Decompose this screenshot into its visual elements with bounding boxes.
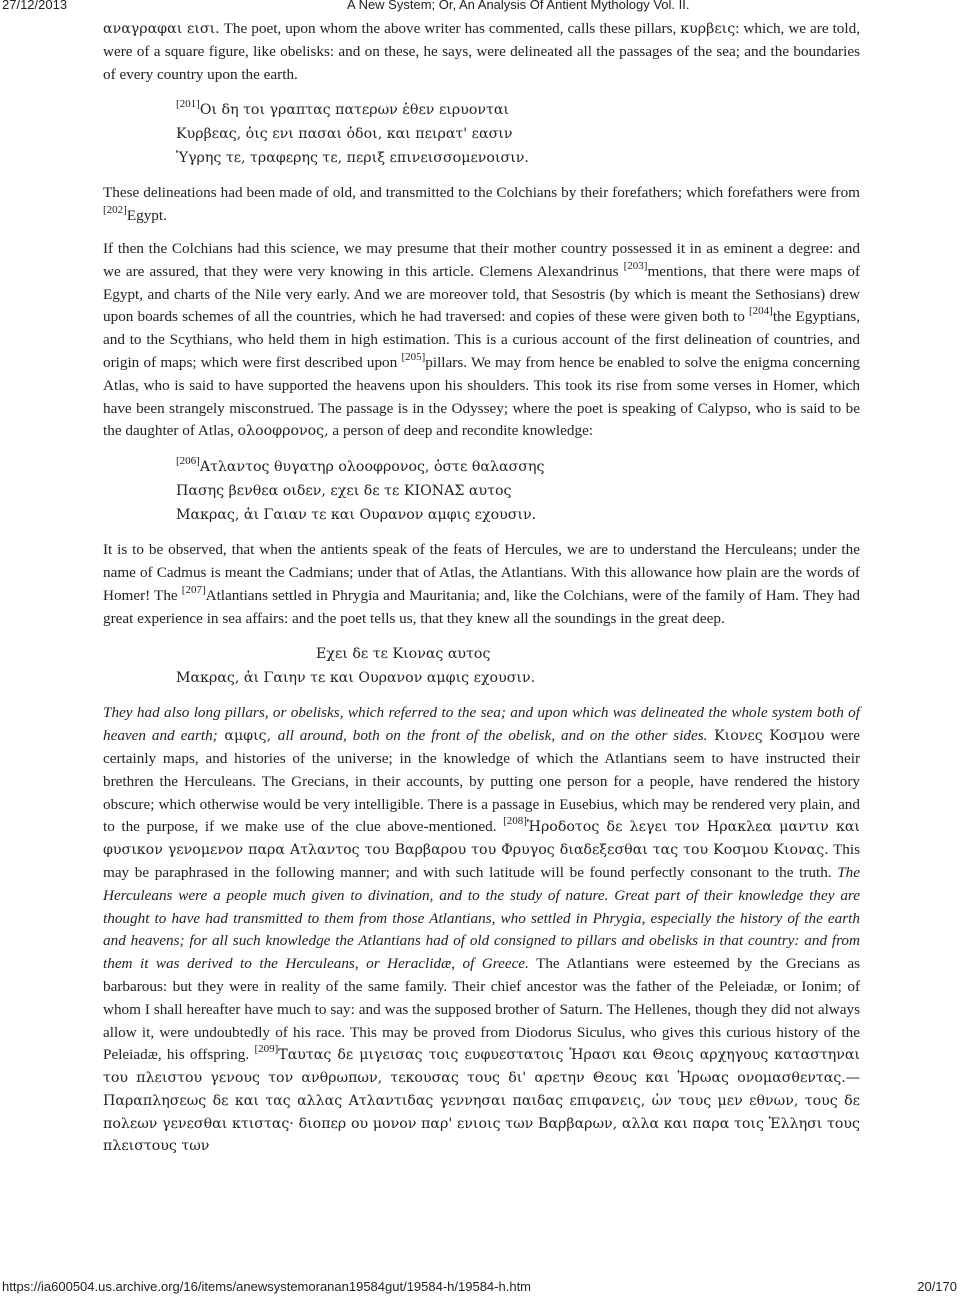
footnote-link-208[interactable]: [208] (503, 815, 527, 828)
footnote-link-203[interactable]: [203] (623, 259, 648, 272)
paragraph-1: αναγραφαι εισι. The poet, upon whom the above writer has commented, calls these pillars, κυρβεις: which, we are told, were of a square figure, like obelisks: and on these, he says, were delineated all the passages of the sea; and the boundaries of every country upon the earth. (103, 20, 860, 83)
paragraph-2: These delineations had been made of old, and transmitted to the Colchians by their forefathers; which forefathers were from [202]Egypt. (103, 184, 860, 225)
page-number: 20/170 (917, 1279, 957, 1294)
footnote-link-205[interactable]: [205] (401, 350, 426, 363)
print-header (0, 0, 960, 15)
greek-text: αμφις, (217, 728, 278, 745)
greek-text: Ἡροδοτος δε λεγει τον Ηρακλεα μαντιν και φυσικον γενομενον παρα Ατλαντος του Βαρβαρου του Φρυγος διαδεξεσθαι τας του Κοσμου Κιονας. (103, 819, 860, 859)
greek-text: αναγραφαι εισι. (103, 21, 220, 37)
greek-text: ολοοφρονος, (237, 423, 329, 440)
print-date: 27/12/2013 (2, 0, 68, 12)
page-content (103, 18, 860, 1168)
document-title: A New System; Or, An Analysis Of Antient Mythology Vol. II. (347, 0, 690, 12)
print-footer (0, 1279, 960, 1297)
paragraph-3: If then the Colchians had this science, we may presume that their mother country possessed it in as eminent a degree: and we are assured, that they were very knowing in this article. Clemens Alexandrinus [203]mentions, that there were maps of Egypt, and charts of the Nile very early. And we are moreover told, that Sesostris (by which is meant the Sethosians) drew upon boards schemes of all the countries, which he had traversed: and copies of these were given both to [204]the Egyptians, and to the Scythians, who held them in high estimation. This is a curious account of the first delineation of countries, and origin of maps; which were first described upon [205]pillars. We may from hence be enabled to solve the enigma concerning Atlas, who is said to have supported the heavens upon his shoulders. This took its rise from some verses in Homer, which have been strangely misconstrued. The passage is in the Odyssey; where the poet is speaking of Calypso, who is said to be the daughter of Atlas, ολοοφρονος, a person of deep and recondite knowledge: (103, 239, 861, 440)
greek-verse-3: Εχει δε τε Κιονας αυτος Μακρας, ἁι Γαιην τε και Ουρανον αμφις εχουσιν. (176, 646, 536, 687)
greek-verse-2: [206]Ατλαντος θυγατηρ ολοοφρονος, ὁστε θαλασσης Πασης βενθεα οιδεν, εχει δε τε ΚΙΟΝΑΣ αυτος Μακρας, ἁι Γαιαν τε και Ουρανον αμφις εχουσιν. (176, 455, 545, 524)
footnote-link-204[interactable]: [204] (748, 305, 773, 318)
footnote-link-202[interactable]: [202] (103, 204, 127, 217)
greek-text: Ταυτας δε μιγεισας τοις ευφυεστατοις Ἡρασι και Θεοις αρχηγους καταστηναι του πλειστου γενους τον ανθρωπων, τεκουσας τους δι' αρετην Θεους και Ἡρωας ονομασθεντας.—Παραπλησεως δε και τας αλλας Ατλαντιδας γεννησαι παιδας επιφανεις, ὡν τους μεν εθνων, τους δε πολεων γενεσθαι κτιστας· διοπερ ου μονον παρ' ενιοις των Βαρβαρων, αλλα και παρα τοις Ἑλλησι τους πλειστους των (103, 1047, 860, 1155)
paragraph-5: They had also long pillars, or obelisks, which referred to the sea; and upon which was delineated the whole system both of heaven and earth; αμφις, all around, both on the front of the obelisk, and on the other sides. Κιονες Κοσμου were certainly maps, and histories of the universe; in the knowledge of which the Atlantians seem to have instructed their brethren the Herculeans. The Grecians, in their accounts, by putting one person for a people, have rendered the history obscure; which otherwise would be very intelligible. There is a passage in Eusebius, which may be rendered very plain, and to the purpose, if we make use of the clue above-mentioned. [208]Ἡροδοτος δε λεγει τον Ηρακλεα μαντιν και φυσικον γενομενον παρα Ατλαντος του Βαρβαρου του Φρυγος διαδεξεσθαι τας του Κοσμου Κιονας. This may be paraphrased in the following manner; and with such latitude will be found perfectly consonant to the truth. The Herculeans were a people much given to divination, and to the study of nature. Great part of their knowledge they are thought to have had transmitted to them from those Atlantians, who settled in Phrygia, especially the history of the earth and heavens; for all such knowledge the Atlantians had of old consigned to pillars and obelisks in that country: and from them it was derived to the Herculeans, or Heraclidæ, of Greece. The Atlantians were esteemed by the Grecians as barbarous: but they were in reality of the same family. Their chief ancestor was the father of the Peleiadæ, or Ionim; of whom I shall hereafter have much to say: and was the supposed brother of Saturn. The Hellenes, though they did not always allow it, were undoubtedly of his race. This may be proved from Diodorus Siculus, who gives this curious history of the Peleiadæ, his offspring. [209]Ταυτας δε μιγεισας τοις ευφυεστατοις Ἡρασι και Θεοις αρχηγους καταστηναι του πλειστου γενους τον ανθρωπων, τεκουσας τους δι' αρετην Θεους και Ἡρωας ονομασθεντας.—Παραπλησεως δε και τας αλλας Ατλαντιδας γεννησαι παιδας επιφανεις, ὡν τους μεν εθνων, τους δε πολεων γενεσθαι κτιστας· διοπερ ου μονον παρ' ενιοις των Βαρβαρων, αλλα και παρα τοις Ἑλλησι τους πλειστους των (103, 704, 860, 1155)
greek-text: Κιονες Κοσμου (707, 728, 825, 745)
greek-text: κυρβεις (680, 21, 736, 37)
footnote-link-209[interactable]: [209] (254, 1043, 279, 1056)
footnote-link-201[interactable]: [201] (176, 98, 200, 111)
footnote-link-207[interactable]: [207] (181, 583, 206, 596)
greek-verse-1: [201]Οι δη τοι γραπτας πατερων ἑθεν ειρυονται Κυρβεας, ὁις ενι πασαι ὁδοι, και πειρατ' εασιν Ὑγρης τε, τραφερης τε, περιξ επινεισσομενοισιν. (176, 98, 529, 167)
page-url: https://ia600504.us.archive.org/16/items/anewsystemoranan19584gut/19584-h/19584-h.htm (2, 1279, 532, 1294)
footnote-link-206[interactable]: [206] (176, 455, 200, 468)
paragraph-4: It is to be observed, that when the antients speak of the feats of Hercules, we are to understand the Herculeans; under the name of Cadmus is meant the Cadmians; under that of Atlas, the Atlantians. With this allowance how plain are the words of Homer! The [207]Atlantians settled in Phrygia and Mauritania; and, like the Colchians, were of the family of Ham. They had great experience in sea affairs: and the poet tells us, that they knew all the soundings in the great deep. (103, 541, 860, 627)
